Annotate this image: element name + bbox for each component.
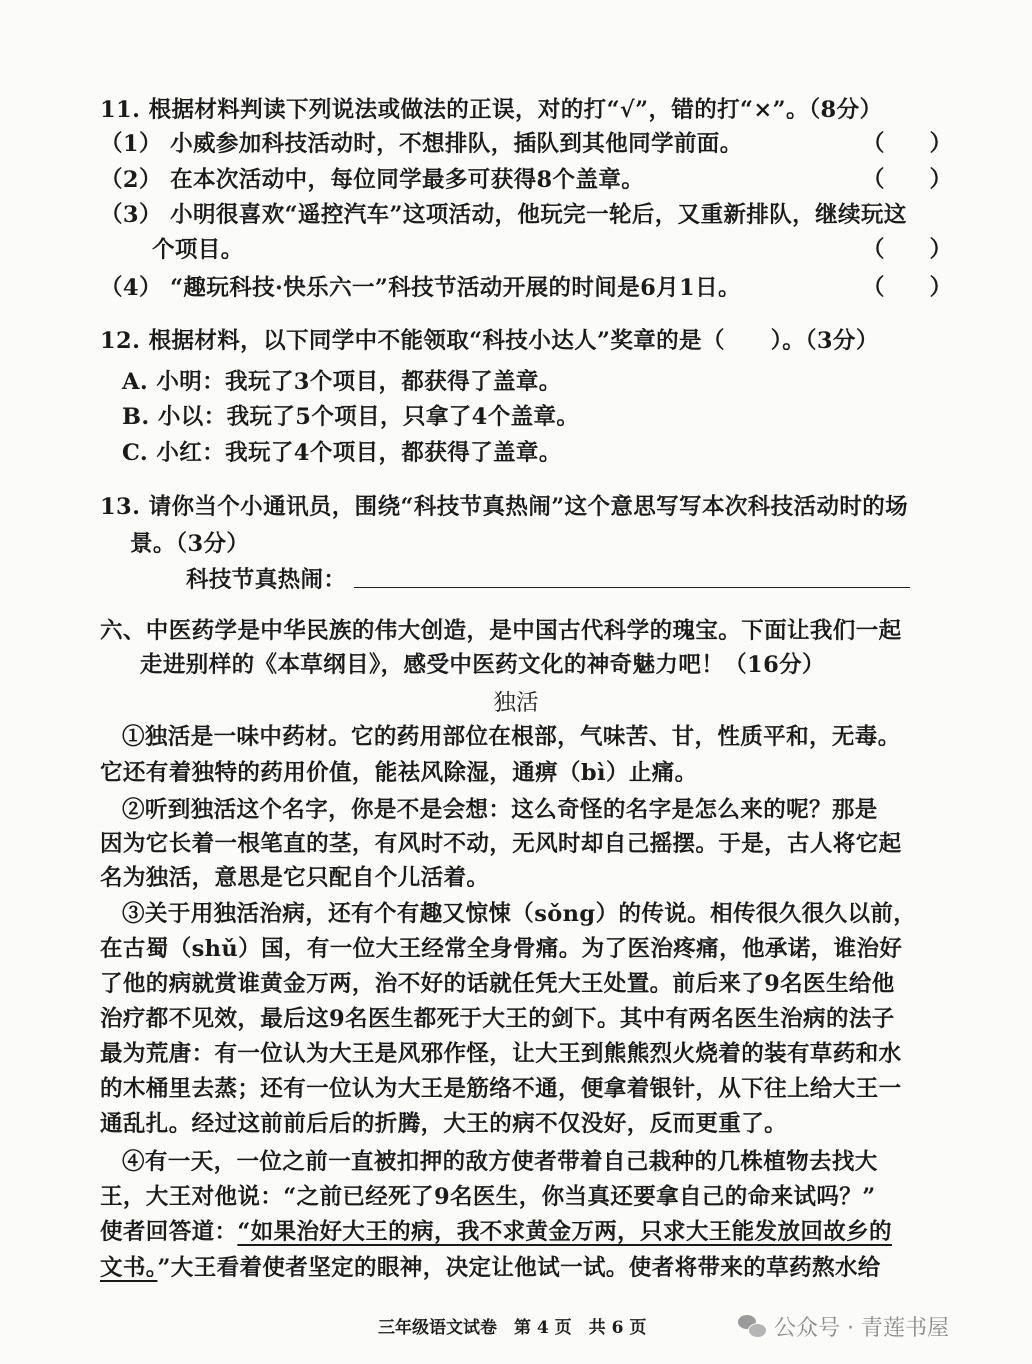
passage-line [100, 1251, 881, 1285]
q11-item-4: （4） “趣玩科技·快乐六一”科技节活动开展的时间是6月1日。 [100, 275, 741, 301]
passage-line: 通乱扎。经过这前前后后的折腾，大王的病不仅没好，反而更重了。 [100, 1111, 788, 1137]
passage-line: 的木桶里去蒸；还有一位认为大王是筋络不通，便拿着银针，从下往上给大王一 [100, 1076, 902, 1102]
q13-prompt: 科技节真热闹： [186, 567, 347, 593]
q13-stem-line2: 景。（3分） [130, 531, 250, 557]
answer-blank[interactable]: （ ） [862, 237, 953, 263]
watermark-text: 公众号 · 青莲书屋 [774, 1315, 949, 1341]
q12-stem: 12. 根据材料，以下同学中不能领取“科技小达人”奖章的是（ ）。（3分） [100, 328, 879, 354]
q11-item-3: （3） 小明很喜欢“遥控汽车”这项活动，他玩完一轮后，又重新排队，继续玩这 [100, 202, 907, 228]
answer-blank[interactable]: （ ） [862, 131, 953, 157]
passage-line: ①独活是一味中药材。它的药用部位在根部，气味苦、甘，性质平和，无毒。 [122, 724, 901, 750]
passage-line: 王，大王对他说：“之前已经死了9名医生，你当真还要拿自己的命来试吗？” [100, 1184, 876, 1210]
passage-line: 治疗都不见效，最后这9名医生都死于大王的剑下。其中有两名医生治病的法子 [100, 1006, 895, 1032]
passage-line: 名为独活，意思是它只配自个儿活着。 [100, 865, 490, 891]
passage-line: 它还有着独特的药用价值，能祛风除湿，通痹（bì）止痛。 [100, 760, 698, 786]
section6-intro-line2: 走进别样的《本草纲目》，感受中医药文化的神奇魅力吧！（16分） [140, 652, 825, 678]
page-footer: 三年级语文试卷 第 4 页 共 6 页 [378, 1318, 647, 1338]
passage-line [100, 1215, 892, 1249]
q11-item-3-cont: 个项目。 [152, 237, 244, 263]
underlined-quote: 文书。 [100, 1255, 158, 1281]
passage-line: 在古蜀（shǔ）国，有一位大王经常全身骨痛。为了医治疼痛，他承诺，谁治好 [100, 936, 903, 962]
passage-line: 最为荒唐：有一位认为大王是风邪作怪，让大王到熊熊烈火烧着的装有草药和水 [100, 1041, 902, 1067]
q12-option-b: B. 小以：我玩了5个项目，只拿了4个盖章。 [122, 404, 580, 430]
passage-text: 使者回答道： [100, 1219, 238, 1245]
passage-line: ②听到独活这个名字，你是不是会想：这么奇怪的名字是怎么来的呢？那是 [122, 797, 878, 823]
q12-option-c: C. 小红：我玩了4个项目，都获得了盖章。 [122, 440, 562, 466]
passage-line: 因为它长着一根笔直的茎，有风时不动，无风时却自己摇摆。于是，古人将它起 [100, 831, 902, 857]
answer-blank[interactable]: （ ） [862, 275, 953, 301]
writing-blank-line[interactable] [354, 587, 910, 588]
passage-line: ③关于用独活治病，还有个有趣又惊悚（sǒng）的传说。相传很久很久以前， [122, 901, 917, 927]
watermark [738, 1306, 949, 1346]
q13-stem-line1: 13. 请你当个小通讯员，围绕“科技节真热闹”这个意思写写本次科技活动时的场 [100, 494, 909, 520]
q11-item-1: （1） 小威参加科技活动时，不想排队，插队到其他同学前面。 [100, 131, 743, 157]
q12-option-a: A. 小明：我玩了3个项目，都获得了盖章。 [122, 369, 562, 395]
answer-blank[interactable]: （ ） [862, 167, 953, 193]
wechat-icon [738, 1312, 766, 1340]
q11-item-2: （2） 在本次活动中，每位同学最多可获得8个盖章。 [100, 167, 645, 193]
passage-line: 了他的病就赏谁黄金万两，治不好的话就任凭大王处置。前后来了9名医生给他 [100, 971, 895, 997]
passage-text: ”大王看着使者坚定的眼神，决定让他试一试。使者将带来的草药熬水给 [157, 1255, 881, 1281]
underlined-quote: “如果治好大王的病，我不求黄金万两，只求大王能发放回故乡的 [237, 1219, 892, 1245]
passage-line: ④有一天，一位之前一直被扣押的敌方使者带着自己栽种的几株植物去找大 [122, 1149, 878, 1175]
q11-stem: 11. 根据材料判读下列说法或做法的正误，对的打“√”，错的打“×”。（8分） [100, 97, 883, 123]
passage-title: 独活 [493, 690, 539, 716]
section6-intro-line1: 六、中医药学是中华民族的伟大创造，是中国古代科学的瑰宝。下面让我们一起 [100, 618, 902, 644]
